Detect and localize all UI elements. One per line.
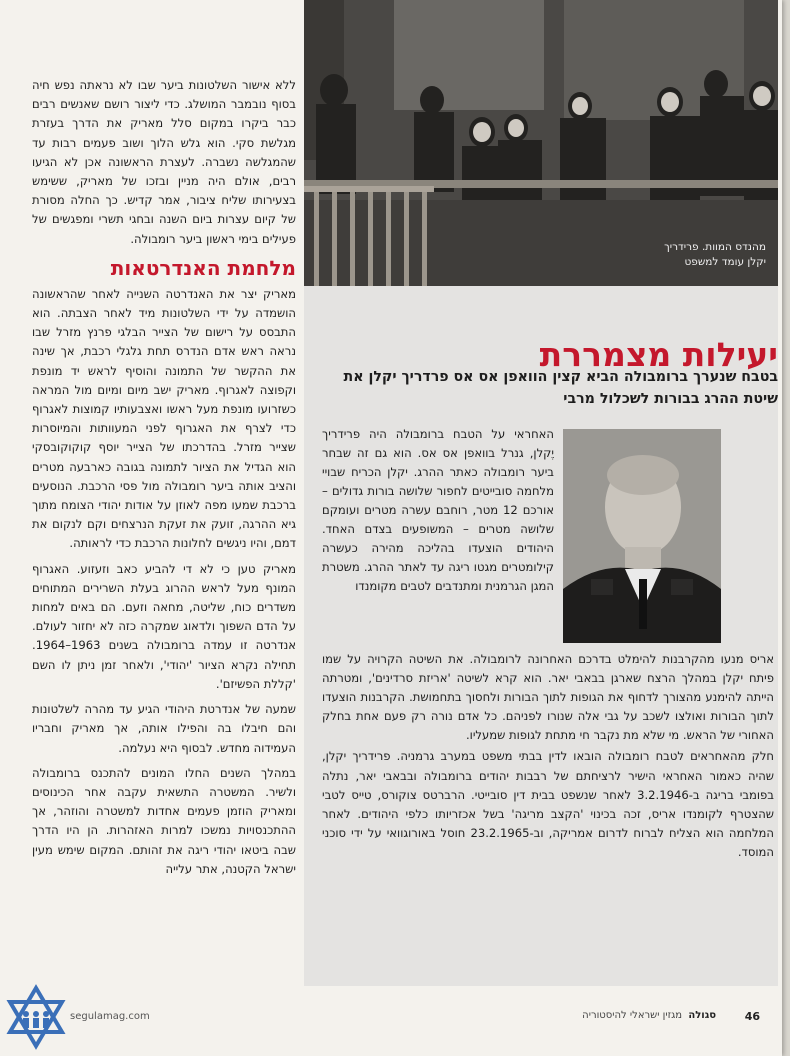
article-para-a: אריס מנעו מהקרבנות להימלט בדרכם האחרונה לרומבולה. את השיטה הקרויה על שמו פיתח יקלן במהלך הרצח שארגן בבאבי יאר. הוא קרא לשיטה 'אריזת סרדינים', ומטרתה הייתה להימנע מהצורך לדחוף את הגופות לתוך הבורות ולחסוך בתחמושת. הקרבנות הוצעדו לתוך הבורות ואולצו לשכב על גבי אלה שנורו לפניהם. כל אדם נורה רק פעם אחת בחלק האחורי של הראש. מי שלא מת נקבר חי מתחת לגופות שמעליו. (322, 652, 774, 743)
portrait-side-text: האחראי על הטבח ברומבולה היה פרידריך יֶקלן, גנרל בוואפן אס אס. הוא גם זה שבחר ביער רומבולה כאתר ההרג. יקלן הכריח שבויי מלחמה סובייטים לחפור שלושה בורות גדולים – אורכם 12 מטר, רוחבם עשרה מטרים ועומקם שלושה מטרים – המשופעים בצדם האחד. היהודים הוצעדו בהליכה מהירה כעשרה קילומטרים מגטו ריגה עד לאתר ההרג. משטרת המגן הגרמנית ומתנדבים לטבים מקומנדו (322, 427, 554, 593)
magazine-name: סגולה (688, 1010, 716, 1021)
magazine-credit (582, 1010, 716, 1021)
left-para-3: מאריק טען כי לא די להביע כאב וזעזוע. האגרוף המונף מעל לראש ההרוג בעלת השרירים המתוחים משדרים כוח, שליטה, מחאה וזעם. הם באים למחות על הדם השפוך ולדאוג שמקרה כזה לא יחזור לעולם. אנדרטה זו עמדה ברומבולה בשנים 1963–1964. תחילה נקרא הציור 'יהודי', ולאחר זמן ניתן לו השם 'קללת הפשיזם'. (32, 561, 296, 691)
trial-photo (304, 0, 778, 286)
page-number: 46 (744, 1010, 760, 1023)
article-title: יעילות מצמררת (539, 335, 778, 374)
left-para-1: ללא אישור השלטונות ביער שבו לא נראתה נפש חיה בסוף נובמבר המושלג. כדי ליצור רושם שאנשים רבים כבר ביקרו במקום סלל מאריק את הדרך בעזרת מגלשת סקי. הוא גלש הלוך ושוב פעמים רבות עד שהמגלשה נשברה. לעצרת הראשונה אכן לא הגיעו רבים, אולם היה מניין ובזכו של מאריק, ששימש בצעירותו שליח ציבור, אמר קדיש. כך החלה מסורת של קיום עצרות ביום השנה ובחגי תשרי ומפגשים של פעילים בימי ראשון ביער רומבולה. (32, 78, 296, 246)
portrait-illustration (563, 429, 721, 643)
jeckeln-portrait (563, 429, 721, 643)
magazine-tagline: מגזין ישראלי להיסטוריה (582, 1010, 683, 1021)
left-para-4: שמעה של אנדרטת היהודי הגיע עד מהרה לשלטונות והם חיבלו בה והפילו אותה, אך מאריק וחבריו העמידוה מחדש. לבסוף היא נעלמה. (32, 702, 296, 755)
article-body (322, 650, 774, 950)
left-para-5: במהלך השנים החלו המונים להתכנס ברומבולה ולשיר. המשטרה התשאית עקבה אחר הכינוסים ומאריק הוזמן פעמים אחדות למשטרה והוזהר, אך ההתכנסויות נמשכו למרות האזהרות. הן היו הדרך שבה ביטאו יהודי ריגה את זהותם. המקום שימש מעין ישראל הקטנה, אתר עלייה (32, 765, 296, 876)
left-column (32, 76, 296, 996)
star-of-david-logo-icon (4, 984, 68, 1050)
page-footer (70, 1010, 760, 1030)
article-subtitle: בטבח שנערך ברומבולה הביא קצין הוואפן אס אס פרדריך יקלן את שיטת ההרג בבורות לשכלול מרבי (343, 369, 778, 407)
section-heading-monuments: מלחמת האנדרטאות (110, 255, 296, 280)
photo-caption: מהנדס המוות. פרידריך יקלן עומד למשפט (664, 241, 766, 268)
article-para-b: חלק מהאחראים לטבח רומבולה הובאו לדין בבתי משפט במערב גרמניה. פרידריך יקלן, שהיה כאמור האחראי הישיר לרציחתם של רבבות יהודים ברומבולה ובבאבי יאר, נתלה בפומבי בריגה ב-3.2.1946 לאחר שנשפט בבית דין סובייטי. הרברטס צוקורס, טייס לטבי שהצטרף לקומנדו אריס, זכה בכינוי 'הקצב מריגה' בשל אכזריותו כלפי היהודים. לאחר המלחמה הוא הצליח לברוח לדרום אמריקה, וב-23.2.1965 חוסל באורוגוואי על ידי סוכני המוסד. (322, 749, 774, 859)
left-para-2: מאריק יצר את האנדרטה השנייה לאחר שהראשונה הושמדה על ידי השלטונות מיד לאחר הצבתה. הוא התבסס על רישום של הצייר הבלגי פרנץ מזרל שבו נראה ראש אדם הנדרס תחת גלגלי רכבת, אך שינה את ההקשר של התמונה והוסיף לראש יד מונפת וקפוצה לאגרוף. מאריק ישב מיום ומיום מול המראה כשזרועו מונפת מעל ראשו ואצבעותיו קמוצות לאגרוף כדי לצרף את האגרוף לפני המעוותות והמיוסרות שצייר מזרל. בהדרכתו של הצייר יוסף קוקוקובסקי הוא הגדיל את הציור לתמונה בגובה כארבעה מטרים והציב אותה ביער רומבולה מול פסי הרכבת. הנוסעים ברכבת שמעו מפה לאוזן על אודות יהודי הצומח מתוך גיא ההרגה, זועק את זעקת הנרצחים וקם לנקום את דמם, והיו ניגשים לחלונות הרכבת כדי לראותה. (32, 286, 296, 551)
website-link[interactable]: segulamag.com (70, 1011, 150, 1022)
